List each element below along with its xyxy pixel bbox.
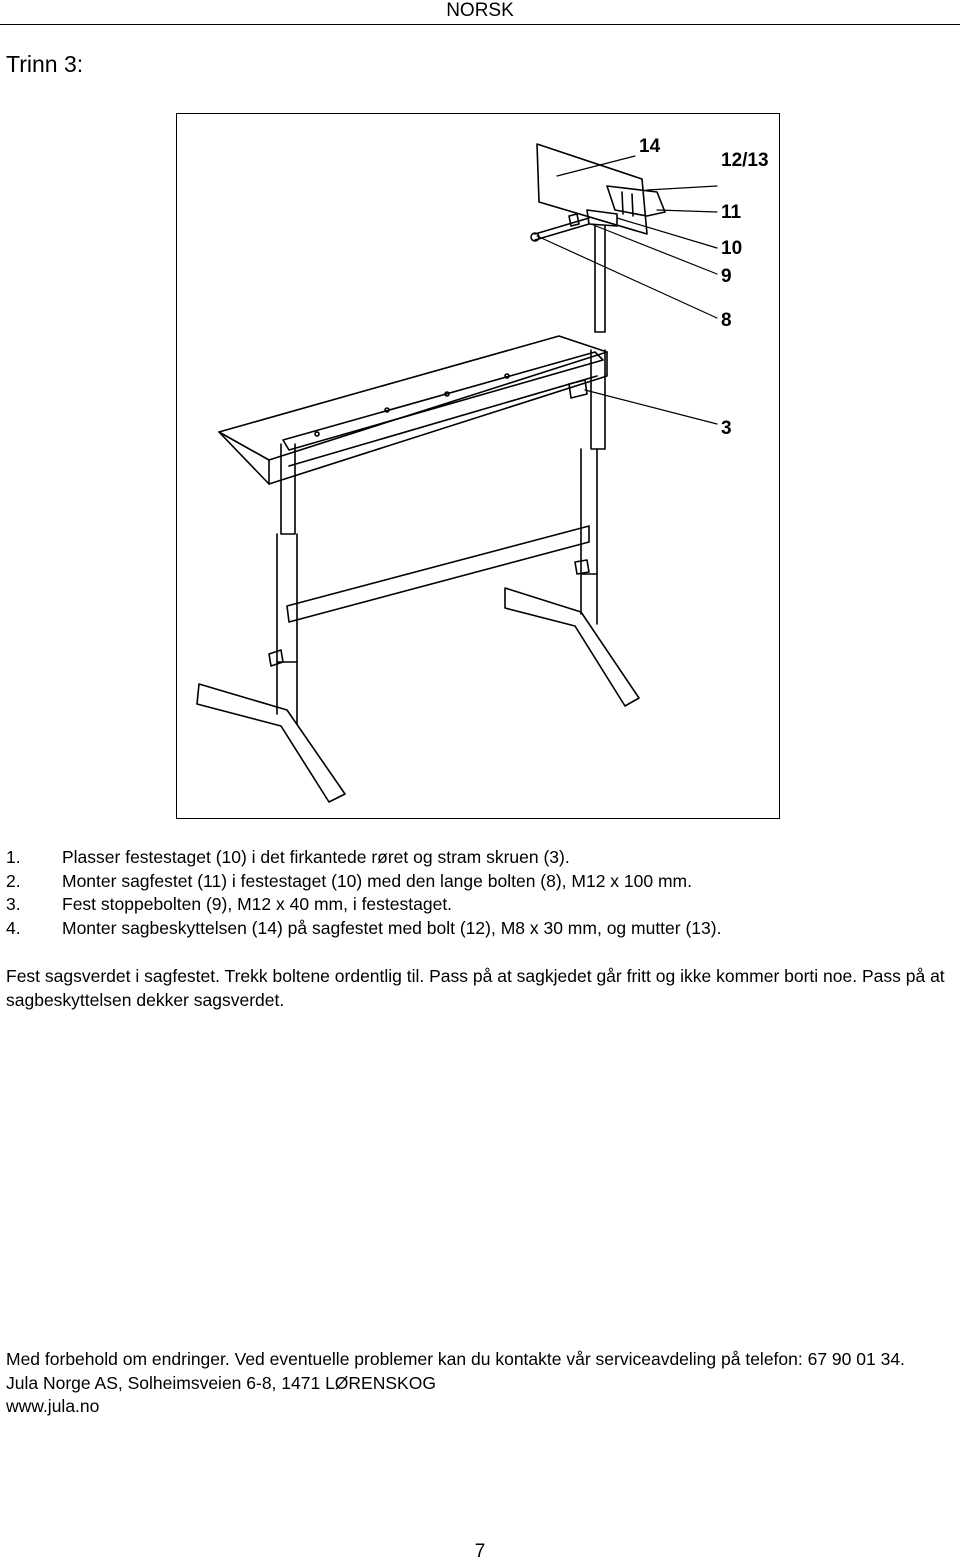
callout-14: 14 <box>639 136 661 157</box>
header-divider <box>0 24 960 25</box>
step-text: Fest stoppebolten (9), M12 x 40 mm, i festestaget. <box>62 894 453 914</box>
page-title: Trinn 3: <box>6 51 84 77</box>
saw-mount-bracket <box>607 186 665 216</box>
step-text: Plasser festestaget (10) i det firkantede røret og stram skruen (3). <box>62 847 570 867</box>
right-leg-lower <box>581 449 597 574</box>
left-foot <box>197 684 345 802</box>
footer-website: www.jula.no <box>6 1396 100 1416</box>
step-number: 4. <box>6 917 21 938</box>
instruction-note: Fest sagsverdet i sagfestet. Trekk boltene ordentlig til. Pass på at sagkjedet går fritt og ikke kommer borti noe. Pass på at sagbeskyttelsen dekker sagsverdet. <box>6 966 945 1010</box>
assembly-figure <box>176 113 780 819</box>
callout-3: 3 <box>721 418 732 439</box>
list-item <box>6 846 956 870</box>
list-item <box>6 870 956 894</box>
right-foot <box>505 588 639 706</box>
step-number: 2. <box>6 870 21 891</box>
header-language: NORSK <box>446 0 514 21</box>
bottom-crossbar <box>287 526 589 622</box>
callout-9: 9 <box>721 266 732 287</box>
footer <box>6 1348 958 1419</box>
callout-8: 8 <box>721 310 732 331</box>
callout-12-13: 12/13 <box>721 150 769 171</box>
list-item <box>6 893 956 917</box>
long-bolt <box>535 218 589 240</box>
saw-tray <box>219 336 607 460</box>
right-leg-upper <box>591 350 605 449</box>
left-leg-upper <box>281 444 295 534</box>
page-number: 7 <box>474 1541 486 1562</box>
left-leg-lower <box>277 534 297 662</box>
callout-10: 10 <box>721 238 743 259</box>
footer-disclaimer: Med forbehold om endringer. Ved eventuelle problemer kan du kontakte vår serviceavdeling på telefon: 67 90 01 34. <box>6 1349 905 1369</box>
list-item <box>6 917 956 941</box>
step-list <box>6 846 956 940</box>
step-text: Monter sagbeskyttelsen (14) på sagfestet med bolt (12), M8 x 30 mm, og mutter (13). <box>62 917 722 938</box>
step-text: Monter sagfestet (11) i festestaget (10) med den lange bolten (8), M12 x 100 mm. <box>62 870 692 891</box>
clamp-rod <box>595 226 605 332</box>
callout-11: 11 <box>721 202 742 223</box>
step-number: 3. <box>6 894 21 914</box>
sawhorse-drawing <box>177 114 781 820</box>
footer-address: Jula Norge AS, Solheimsveien 6-8, 1471 LØRENSKOG <box>6 1372 436 1393</box>
step-number: 1. <box>6 847 21 867</box>
